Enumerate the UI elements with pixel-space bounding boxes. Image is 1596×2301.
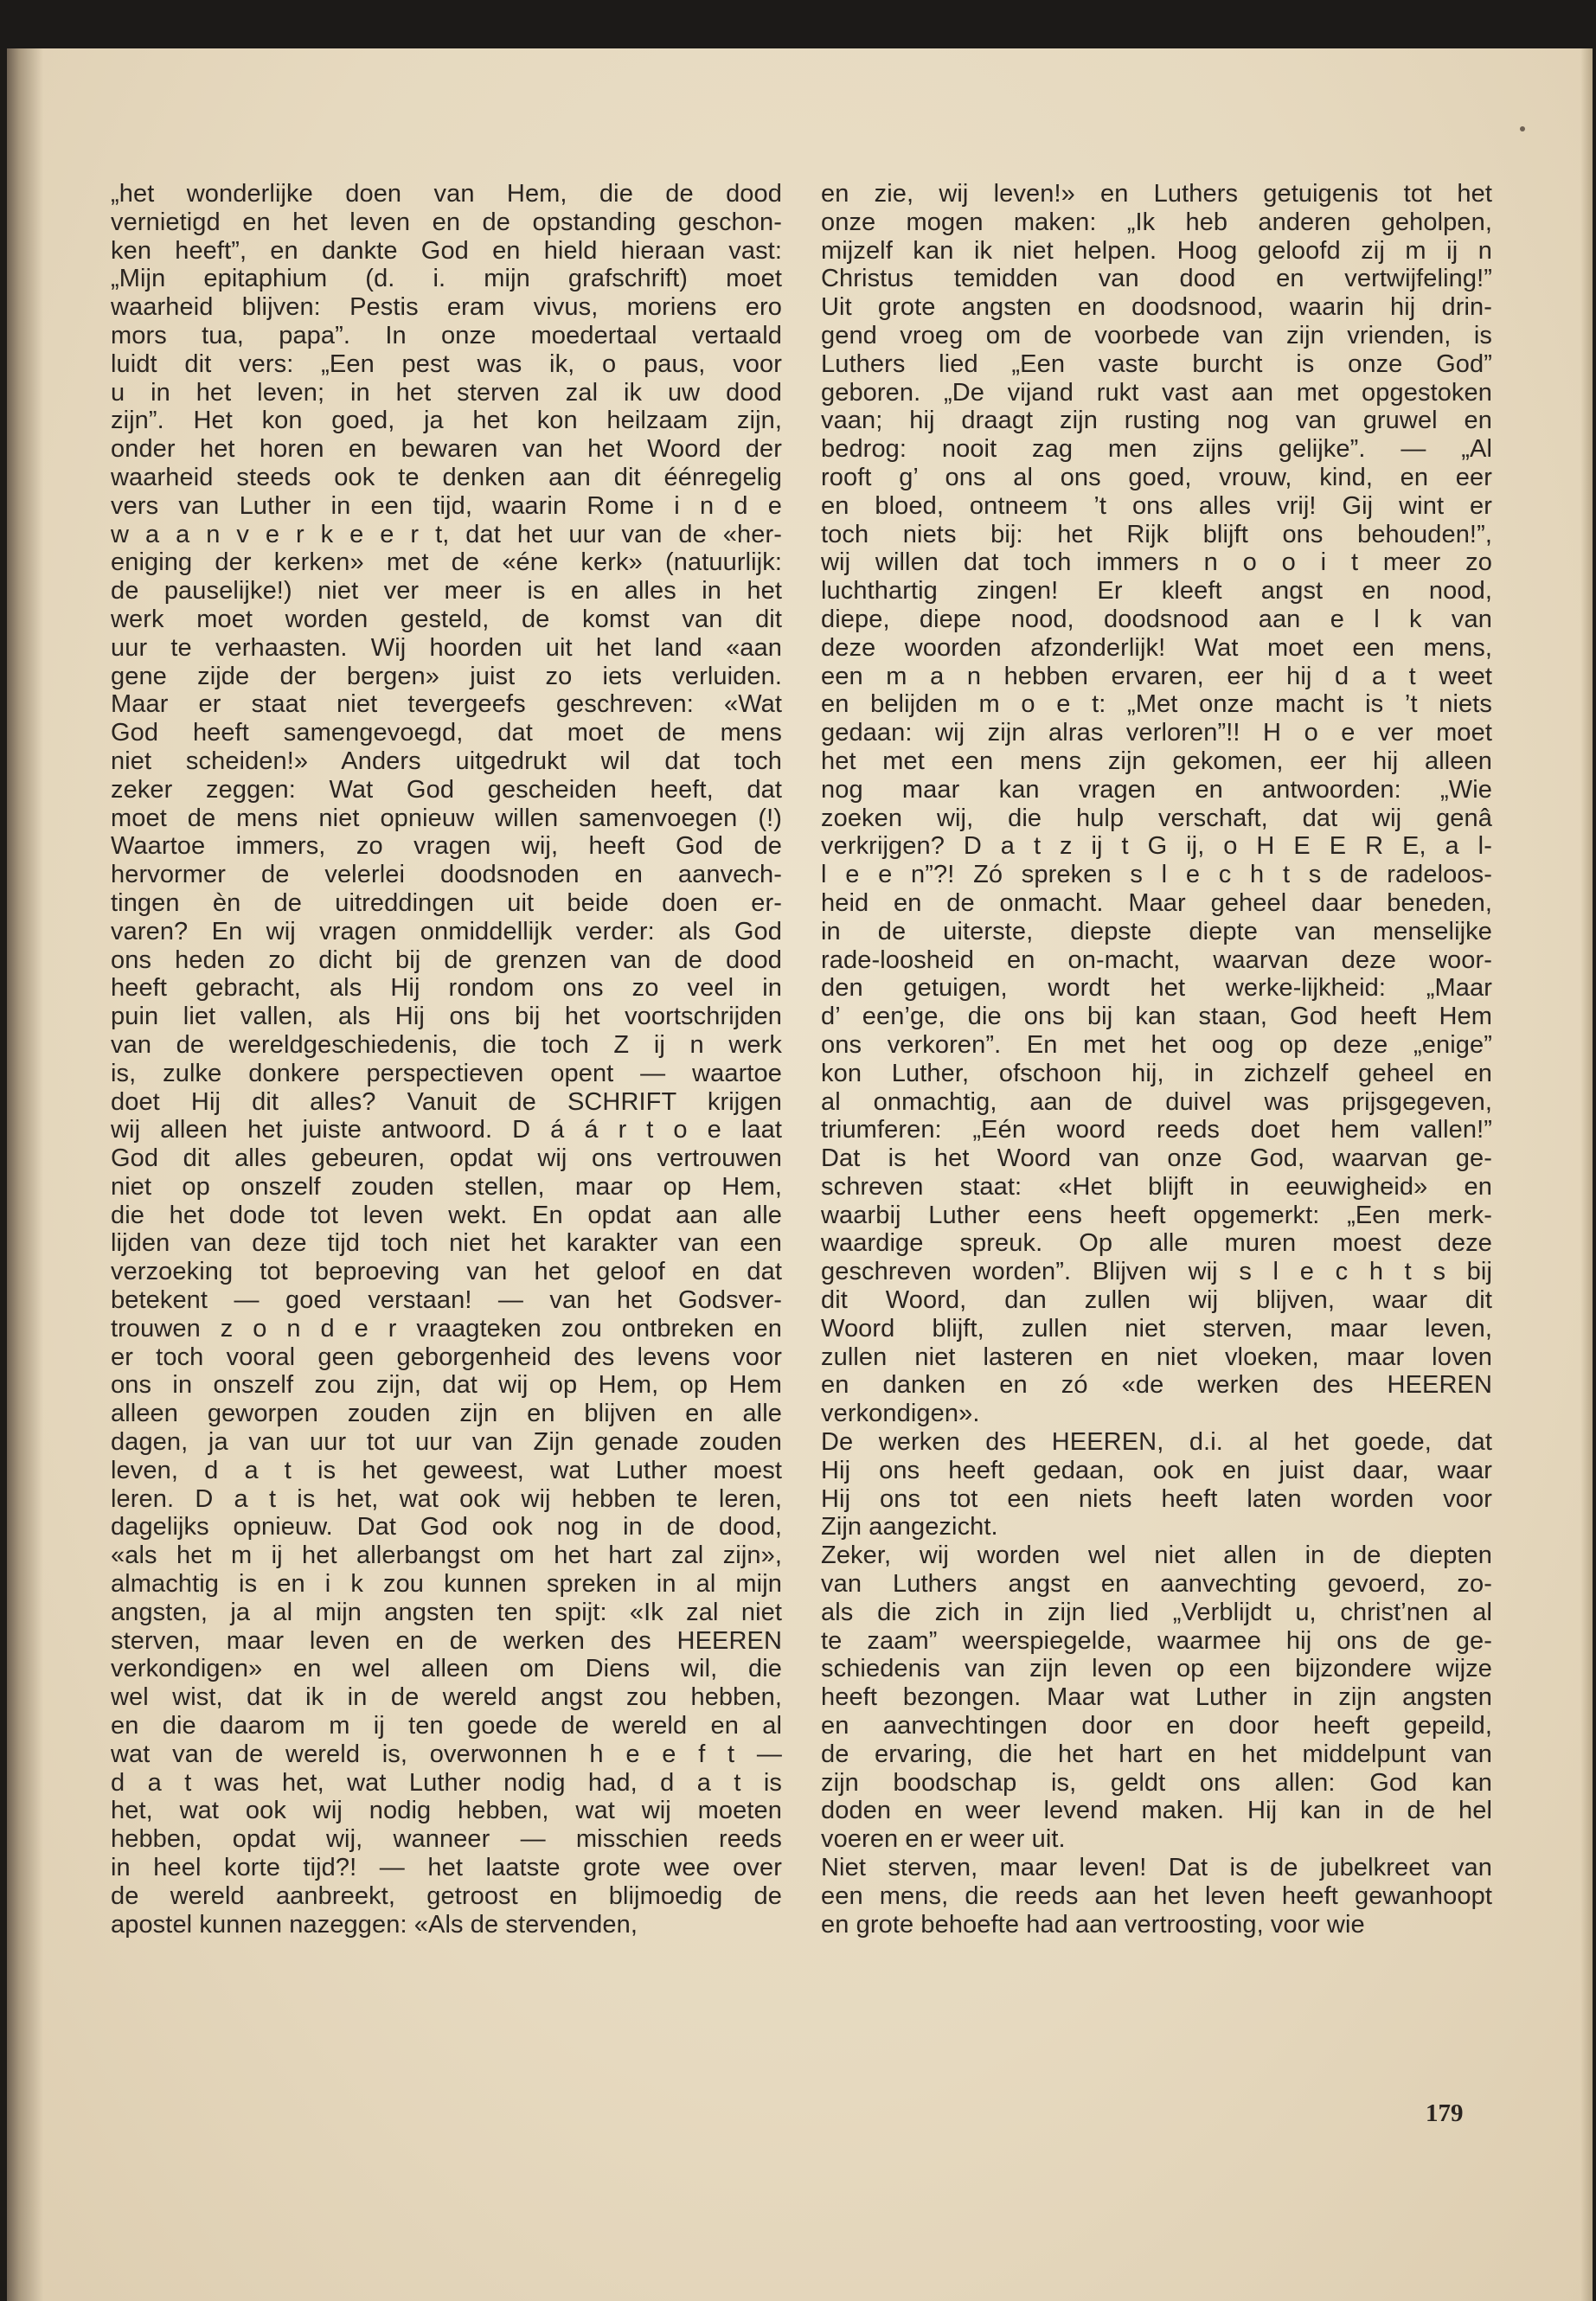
text-line: dagelijks opnieuw. Dat God ook nog in de dood, xyxy=(111,1513,782,1541)
text-line: Waartoe immers, zo vragen wij, heeft God de xyxy=(111,832,782,861)
page-number: 179 xyxy=(1426,2099,1464,2127)
text-line: waarbij Luther eens heeft opgemerkt: „Een merk- xyxy=(821,1201,1492,1229)
text-line: die het dode tot leven wekt. En opdat aan alle xyxy=(111,1201,782,1229)
text-line: Christus temidden van dood en vertwijfeling!” xyxy=(821,265,1492,293)
text-line: „Mijn epitaphium (d. i. mijn grafschrift) moet xyxy=(111,265,782,293)
text-line: Dat is het Woord van onze God, waarvan ge- xyxy=(821,1144,1492,1173)
text-line: is, zulke donkere perspectieven opent — waartoe xyxy=(111,1059,782,1087)
text-line: het met een mens zijn gekomen, eer hij alleen xyxy=(821,747,1492,775)
text-line: angsten, ja al mijn angsten ten spijt: «Ik zal niet xyxy=(111,1598,782,1626)
text-line: tingen èn de uitreddingen uit beide doen er- xyxy=(111,888,782,917)
text-line: Maar er staat niet tevergeefs geschreven: «Wat xyxy=(111,690,782,719)
text-line: wij willen dat toch immers n o o i t meer zo xyxy=(821,548,1492,577)
spine-shadow xyxy=(7,48,43,2301)
text-line: nog maar kan vragen en antwoorden: „Wie xyxy=(821,775,1492,804)
text-line: «als het m ij het allerbangst om het hart zal zijn», xyxy=(111,1541,782,1570)
text-line: wij alleen het juiste antwoord. D á á r t o e laat xyxy=(111,1116,782,1144)
text-line: luchthartig zingen! Er kleeft angst en nood, xyxy=(821,577,1492,606)
text-line: alleen geworpen zouden zijn en blijven en alle xyxy=(111,1400,782,1428)
text-line: gend vroeg om de voorbede van zijn vrienden, is xyxy=(821,321,1492,349)
text-line: de pauselijke!) niet ver meer is en alles in het xyxy=(111,577,782,606)
text-line: als die zich in zijn lied „Verblijdt u, christ’nen al xyxy=(821,1598,1492,1626)
text-line: heid en de onmacht. Maar geheel daar beneden, xyxy=(821,888,1492,917)
text-line: wel wist, dat ik in de wereld angst zou hebben, xyxy=(111,1683,782,1712)
text-line: verkrijgen? D a t z ij t G ij, o H E E R E, a l- xyxy=(821,832,1492,861)
text-line: de wereld aanbreekt, getroost en blijmoedig de xyxy=(111,1881,782,1910)
text-line: waardige spreuk. Op alle muren moest deze xyxy=(821,1229,1492,1258)
text-line: niet scheiden!» Anders uitgedrukt wil dat toch xyxy=(111,747,782,775)
text-line: vernietigd en het leven en de opstanding geschon- xyxy=(111,208,782,236)
text-line: dit Woord, dan zullen wij blijven, waar dit xyxy=(821,1286,1492,1315)
text-line: De werken des HEEREN, d.i. al het goede, dat xyxy=(821,1428,1492,1457)
text-line: Niet sterven, maar leven! Dat is de jubelkreet van xyxy=(821,1854,1492,1882)
text-line: l e e n”?! Zó spreken s l e c h t s de radeloos- xyxy=(821,861,1492,889)
text-line: vaan; hij draagt zijn rusting nog van gruwel en xyxy=(821,407,1492,435)
text-line: en aanvechtingen door en door heeft gepeild, xyxy=(821,1712,1492,1740)
text-line: zoeken wij, die hulp verschaft, dat wij genâ xyxy=(821,804,1492,832)
left-text-column xyxy=(111,180,782,1939)
text-line: een m a n hebben ervaren, eer hij d a t weet xyxy=(821,662,1492,690)
text-line: ons verkoren”. En met het oog op deze „enige” xyxy=(821,1030,1492,1059)
text-line: verkondigen» en wel alleen om Diens wil, die xyxy=(111,1655,782,1683)
text-line: hervormer de velerlei doodsnoden en aanvech- xyxy=(111,861,782,889)
text-line: niet op onszelf zouden stellen, maar op Hem, xyxy=(111,1172,782,1201)
text-line: een mens, die reeds aan het leven heeft gewanhoopt xyxy=(821,1881,1492,1910)
text-line: hebben, opdat wij, wanneer — misschien reeds xyxy=(111,1825,782,1854)
text-line: triumferen: „Eén woord reeds doet hem vallen!” xyxy=(821,1116,1492,1144)
text-line: Zeker, wij worden wel niet allen in de diepten xyxy=(821,1541,1492,1570)
text-line: Luthers lied „Een vaste burcht is onze God” xyxy=(821,349,1492,378)
text-line: Hij ons heeft gedaan, ook en juist daar, waar xyxy=(821,1456,1492,1484)
text-line: zeker zeggen: Wat God gescheiden heeft, dat xyxy=(111,775,782,804)
text-line: en bloed, ontneem ’t ons alles vrij! Gij wint er xyxy=(821,491,1492,520)
text-line: en danken en zó «de werken des HEEREN xyxy=(821,1371,1492,1400)
text-line: en zie, wij leven!» en Luthers getuigenis tot het xyxy=(821,180,1492,208)
text-line: waarheid steeds ook te denken aan dit éénregelig xyxy=(111,463,782,491)
text-line: d a t was het, wat Luther nodig had, d a t is xyxy=(111,1768,782,1797)
text-line: toch niets bij: het Rijk blijft ons behouden!”, xyxy=(821,520,1492,548)
text-line: varen? En wij vragen onmiddellijk verder: als God xyxy=(111,917,782,945)
text-line: leren. D a t is het, wat ook wij hebben te leren, xyxy=(111,1484,782,1513)
text-line: w a a n v e r k e e r t, dat het uur van de «her- xyxy=(111,520,782,548)
text-line: vers van Luther in een tijd, waarin Rome i n d e xyxy=(111,491,782,520)
text-line: leven, d a t is het geweest, wat Luther moest xyxy=(111,1456,782,1484)
text-line: gedaan: wij zijn alras verloren”!! H o e ver moet xyxy=(821,719,1492,747)
text-line: en belijden m o e t: „Met onze macht is ’t niets xyxy=(821,690,1492,719)
text-line: moet de mens niet opnieuw willen samenvoegen (!) xyxy=(111,804,782,832)
text-line: rooft g’ ons al ons goed, vrouw, kind, en eer xyxy=(821,463,1492,491)
text-line: sterven, maar leven en de werken des HEEREN xyxy=(111,1626,782,1655)
text-line: ons in onszelf zou zijn, dat wij op Hem, op Hem xyxy=(111,1371,782,1400)
text-line: er toch vooral geen geborgenheid des levens voor xyxy=(111,1343,782,1371)
text-line: d’ een’ge, die ons bij kan staan, God heeft Hem xyxy=(821,1003,1492,1031)
text-line: verzoeking tot beproeving van het geloof en dat xyxy=(111,1258,782,1286)
text-line: doden en weer levend maken. Hij kan in de hel xyxy=(821,1797,1492,1825)
text-line: de ervaring, die het hart en het middelpunt van xyxy=(821,1740,1492,1768)
text-line: „het wonderlijke doen van Hem, die de dood xyxy=(111,180,782,208)
text-line: puin liet vallen, als Hij ons bij het voortschrijden xyxy=(111,1003,782,1031)
text-line: geboren. „De vijand rukt vast aan met opgestoken xyxy=(821,378,1492,407)
text-line: heeft gebracht, als Hij rondom ons zo veel in xyxy=(111,974,782,1003)
text-line: te zaam” weerspiegelde, waarmee hij ons de ge- xyxy=(821,1626,1492,1655)
text-line: ons heden zo dicht bij de grenzen van de dood xyxy=(111,945,782,974)
text-line: zijn”. Het kon goed, ja het kon heilzaam zijn, xyxy=(111,407,782,435)
text-line: doet Hij dit alles? Vanuit de SCHRIFT krijgen xyxy=(111,1087,782,1116)
text-line: rade-loosheid en on-macht, waarvan deze woor- xyxy=(821,945,1492,974)
text-line: zijn boodschap is, geldt ons allen: God kan xyxy=(821,1768,1492,1797)
text-line: voeren en er weer uit. xyxy=(821,1825,1066,1854)
text-line: trouwen z o n d e r vraagteken zou ontbreken en xyxy=(111,1314,782,1343)
text-line: mors tua, papa”. In onze moedertaal vertaald xyxy=(111,321,782,349)
text-line: luidt dit vers: „Een pest was ik, o paus, voor xyxy=(111,349,782,378)
text-line: van Luthers angst en aanvechting gevoerd, zo- xyxy=(821,1570,1492,1599)
text-line: verkondigen». xyxy=(821,1400,980,1428)
text-line: ken heeft”, en dankte God en hield hieraan vast: xyxy=(111,236,782,265)
text-line: onze mogen maken: „Ik heb anderen geholpen, xyxy=(821,208,1492,236)
text-line: uur te verhaasten. Wij hoorden uit het land «aan xyxy=(111,633,782,662)
text-line: Zijn aangezicht. xyxy=(821,1513,998,1541)
text-line: gene zijde der bergen» juist zo iets verluiden. xyxy=(111,662,782,690)
text-line: Uit grote angsten en doodsnood, waarin hij drin- xyxy=(821,293,1492,322)
text-line: en grote behoefte had aan vertroosting, voor wie xyxy=(821,1910,1365,1939)
text-line: en die daarom m ij ten goede de wereld en al xyxy=(111,1712,782,1740)
text-line: u in het leven; in het sterven zal ik uw dood xyxy=(111,378,782,407)
text-line: God heeft samengevoegd, dat moet de mens xyxy=(111,719,782,747)
text-line: eniging der kerken» met de «éne kerk» (natuurlijk: xyxy=(111,548,782,577)
text-line: in heel korte tijd?! — het laatste grote wee over xyxy=(111,1854,782,1882)
text-line: onder het horen en bewaren van het Woord der xyxy=(111,435,782,464)
text-line: schreven staat: «Het blijft in eeuwigheid» en xyxy=(821,1172,1492,1201)
text-line: kon Luther, ofschoon hij, in zichzelf geheel en xyxy=(821,1059,1492,1087)
right-text-column xyxy=(821,180,1492,1939)
text-line: diepe, diepe nood, doodsnood aan e l k van xyxy=(821,605,1492,633)
text-line: den getuigen, wordt het werke-lijkheid: „Maar xyxy=(821,974,1492,1003)
text-line: schiedenis van zijn leven op een bijzondere wijze xyxy=(821,1655,1492,1683)
page-edge xyxy=(1580,48,1593,2301)
text-line: het, wat ook wij nodig hebben, wat wij moeten xyxy=(111,1797,782,1825)
text-line: Woord blijft, zullen niet sterven, maar leven, xyxy=(821,1314,1492,1343)
text-line: heeft bezongen. Maar wat Luther in zijn angsten xyxy=(821,1683,1492,1712)
text-line: God dit alles gebeuren, opdat wij ons vertrouwen xyxy=(111,1144,782,1173)
text-line: wat van de wereld is, overwonnen h e e f t — xyxy=(111,1740,782,1768)
text-line: almachtig is en i k zou kunnen spreken in al mijn xyxy=(111,1570,782,1599)
text-line: betekent — goed verstaan! — van het Godsver- xyxy=(111,1286,782,1315)
paper-speck xyxy=(1520,126,1525,131)
text-line: Hij ons tot een niets heeft laten worden voor xyxy=(821,1484,1492,1513)
text-line: apostel kunnen nazeggen: «Als de stervenden, xyxy=(111,1910,638,1939)
text-line: mijzelf kan ik niet helpen. Hoog geloofd zij m ij n xyxy=(821,236,1492,265)
text-line: zullen niet lasteren en niet vloeken, maar loven xyxy=(821,1343,1492,1371)
text-line: dagen, ja van uur tot uur van Zijn genade zouden xyxy=(111,1428,782,1457)
text-line: geschreven worden”. Blijven wij s l e c h t s bij xyxy=(821,1258,1492,1286)
text-line: al onmachtig, aan de duivel was prijsgegeven, xyxy=(821,1087,1492,1116)
text-line: deze woorden afzonderlijk! Wat moet een mens, xyxy=(821,633,1492,662)
text-line: bedrog: nooit zag men zijns gelijke”. — „Al xyxy=(821,435,1492,464)
text-line: van de wereldgeschiedenis, die toch Z ij n werk xyxy=(111,1030,782,1059)
text-line: waarheid blijven: Pestis eram vivus, moriens ero xyxy=(111,293,782,322)
text-line: in de uiterste, diepste diepte van menselijke xyxy=(821,917,1492,945)
text-line: werk moet worden gesteld, de komst van dit xyxy=(111,605,782,633)
text-line: lijden van deze tijd toch niet het karakter van een xyxy=(111,1229,782,1258)
